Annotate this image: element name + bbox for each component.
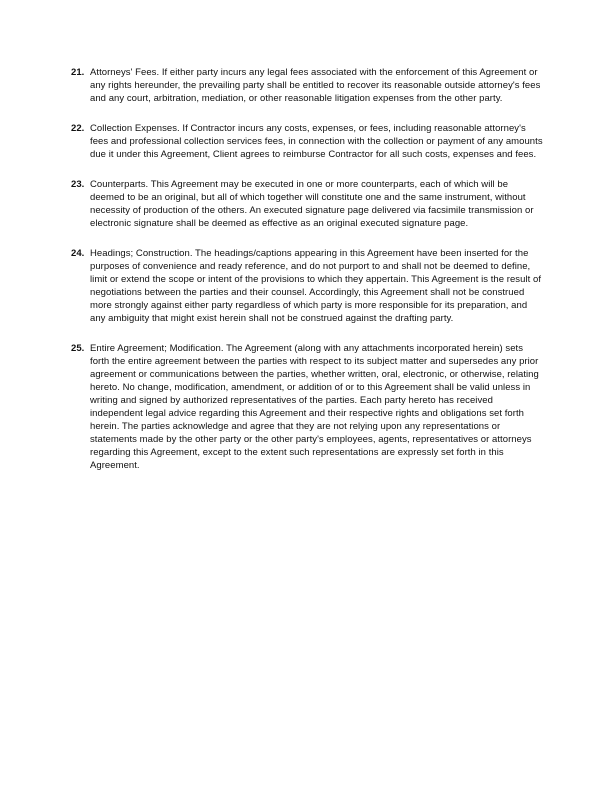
clause-text: Headings; Construction. The headings/captions appearing in this Agreement have been inserted for the purposes of convenience and ready reference, and do not purport to and shall not be deemed to define, limit or extend the scope or intent of the provisions to which they appertain. This Agreement is the result of negotiations between the parties and their counsel. Accordingly, this Agreement shall not be construed more strongly against either party regardless of which party is more responsible for its preparation, and any ambiguity that might exist herein shall not be construed against the drafting party.	[90, 248, 542, 324]
clause-22	[71, 122, 543, 161]
clause-number: 25.	[71, 343, 85, 354]
clause-21	[71, 66, 543, 105]
clause-24	[71, 247, 543, 325]
clause-number: 22.	[71, 123, 85, 134]
clause-text: Entire Agreement; Modification. The Agreement (along with any attachments incorporated herein) sets forth the entire agreement between the parties with respect to its subject matter and supersedes any prior agreement or communications between the parties, whether written, oral, electronic, or otherwise, relating hereto. No change, modification, amendment, or addition of or to this Agreement shall be valid unless in writing and signed by authorized representatives of the parties. Each party hereto has received independent legal advice regarding this Agreement and their respective rights and obligations set forth herein. The parties acknowledge and agree that they are not relying upon any representations or statements made by the other party or the other party's employees, agents, representatives or attorneys regarding this Agreement, except to the extent such representations are expressly set forth in this Agreement.	[90, 343, 539, 471]
clause-23	[71, 178, 543, 230]
clause-25	[71, 342, 543, 472]
clause-number: 23.	[71, 179, 85, 190]
clause-list	[71, 66, 543, 489]
clause-text: Counterparts. This Agreement may be executed in one or more counterparts, each of which will be deemed to be an original, but all of which together will constitute one and the same instrument, without necessity of production of the others. An executed signature page delivered via facsimile transmission or electronic signature shall be deemed as effective as an original executed signature page.	[90, 179, 534, 229]
clause-text: Collection Expenses. If Contractor incurs any costs, expenses, or fees, including reasonable attorney's fees and professional collection services fees, in connection with the collection or payment of any amounts due it under this Agreement, Client agrees to reimburse Contractor for all such costs, expenses and fees.	[90, 123, 543, 160]
clause-text: Attorneys' Fees. If either party incurs any legal fees associated with the enforcement of this Agreement or any rights hereunder, the prevailing party shall be entitled to recover its reasonable outside attorney's fees and any court, arbitration, mediation, or other reasonable litigation expenses from the other party.	[90, 67, 541, 104]
clause-number: 24.	[71, 248, 85, 259]
clause-number: 21.	[71, 67, 85, 78]
